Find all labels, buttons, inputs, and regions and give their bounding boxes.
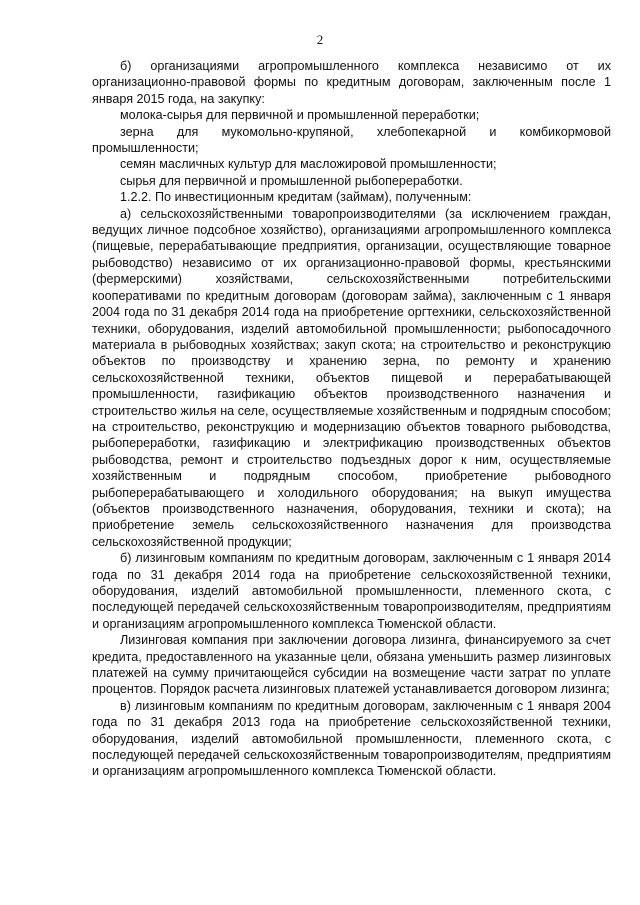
paragraph-1: б) организациями агропромышленного комплекса независимо от их организационно-правовой формы по кредитным договорам, заключенным после 1 января 2015 года, на закупку: <box>92 59 611 106</box>
paragraph-5: сырья для первичной и промышленной рыбопереработки. <box>120 173 463 188</box>
paragraph-2: молока-сырья для первичной и промышленной переработки; <box>120 108 480 123</box>
document-body <box>92 58 611 780</box>
paragraph-10: в) лизинговым компаниям по кредитным договорам, заключенным с 1 января 2004 года по 31 декабря 2013 года на приобретение сельскохозяйственной техники, оборудования, изделий автомобильной промышленности, племенного скота, с последующей передачей сельскохозяйственным товаропроизводителям, предприятиям и организациям агропромышленного комплекса Тюменской области. <box>92 698 611 779</box>
paragraph-9: Лизинговая компания при заключении договора лизинга, финансируемого за счет кредита, предоставленного на указанные цели, обязана уменьшить размер лизинговых платежей на сумму причитающейся субсидии на возмещение части затрат по уплате процентов. Порядок расчета лизинговых платежей устанавливается договором лизинга; <box>92 633 611 697</box>
paragraph-4: семян масличных культур для масложировой промышленности; <box>120 157 497 172</box>
page-number: 2 <box>316 32 324 47</box>
paragraph-6: 1.2.2. По инвестиционным кредитам (займам), полученным: <box>120 190 472 205</box>
paragraph-3: зерна для мукомольно-крупяной, хлебопекарной и комбикормовой промышленности; <box>92 124 611 156</box>
paragraph-8: б) лизинговым компаниям по кредитным договорам, заключенным с 1 января 2014 года по 31 декабря 2014 года на приобретение сельскохозяйственной техники, оборудования, изделий автомобильной промышленности, племенного скота, с последующей передачей сельскохозяйственным товаропроизводителям, предприятиям и организациям агропромышленного комплекса Тюменской области. <box>92 551 611 631</box>
paragraph-7: а) сельскохозяйственными товаропроизводителями (за исключением граждан, ведущих личное подсобное хозяйство), организациями агропромышленного комплекса (пищевые, перерабатывающие предприятия, организации, осуществляющие товарное рыбоводство) независимо от их организационно-правовой формы, крестьянскими (фермерскими) хозяйствами, сельскохозяйственными потребительскими кооперативами по кредитным договорам (договорам займа), заключенным с 1 января 2004 года по 31 декабря 2014 года на приобретение оргтехники, сельскохозяйственной техники, оборудования, изделий автомобильной промышленности; рыбопосадочного материала в рыбоводных хозяйствах; закуп скота; на строительство и реконструкцию объектов по производству и хранению зерна, по ремонту и хранению сельскохозяйственной техники, объектов пищевой и перерабатывающей промышленности, газификацию объектов производственного назначения и строительство жилья на селе, осуществляемые хозяйственным и подрядным способом; на строительство, реконструкцию и модернизацию объектов товарного рыбоводства, рыбопереработки, газификацию и электрификацию производственных объектов рыбоводства, ремонт и строительство подъездных дорог к ним, осуществляемые хозяйственным и подрядным способом, приобретение рыбоводного рыбоперерабатывающего и холодильного оборудования; на выкуп имущества (объектов производственного назначения, оборудования, техники и скота); на приобретение земель сельскохозяйственного назначения для производства сельскохозяйственной продукции; <box>92 206 611 549</box>
